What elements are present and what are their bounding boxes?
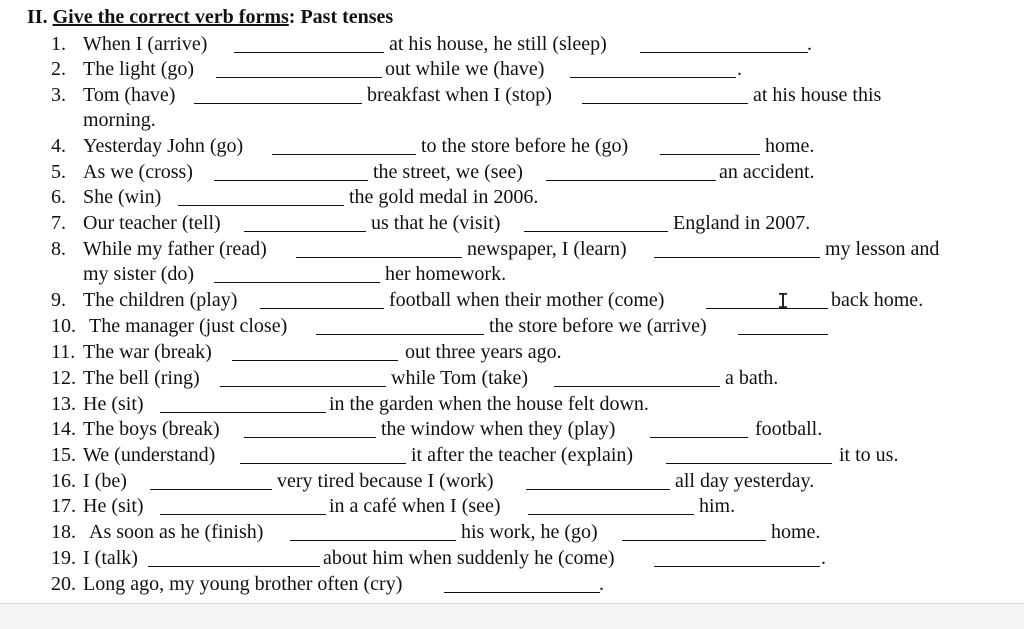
answer-blank[interactable] bbox=[640, 36, 808, 53]
item-number: 16. bbox=[51, 470, 76, 492]
item-text: As soon as he (finish) bbox=[89, 521, 264, 543]
page-footer-band bbox=[0, 604, 1024, 629]
item-number: 3. bbox=[51, 84, 66, 106]
exercise-item-8-cont bbox=[83, 262, 507, 287]
exercise-item-5 bbox=[51, 160, 815, 185]
exercise-item-17 bbox=[51, 494, 736, 519]
item-text: Tom (have) bbox=[83, 84, 176, 106]
item-text: all day yesterday. bbox=[675, 470, 815, 492]
item-text: She (win) bbox=[83, 186, 162, 208]
item-text: him. bbox=[699, 495, 736, 517]
item-text: . bbox=[599, 573, 604, 595]
item-text: at his house this bbox=[753, 84, 882, 106]
section-numeral: II. bbox=[27, 6, 48, 28]
item-text: an accident. bbox=[719, 161, 815, 183]
item-text: his work, he (go) bbox=[461, 521, 598, 543]
exercise-item-18 bbox=[51, 520, 821, 545]
answer-blank[interactable] bbox=[290, 524, 456, 541]
item-text: The light (go) bbox=[83, 58, 195, 80]
item-text: England in 2007. bbox=[673, 212, 811, 234]
answer-blank[interactable] bbox=[244, 215, 366, 232]
item-text: The children (play) bbox=[83, 289, 238, 311]
item-number: 10. bbox=[51, 315, 76, 337]
item-number: 15. bbox=[51, 444, 76, 466]
item-text: us that he (visit) bbox=[371, 212, 501, 234]
item-text: Yesterday John (go) bbox=[83, 135, 244, 157]
item-text: my lesson and bbox=[825, 238, 940, 260]
answer-blank[interactable] bbox=[232, 344, 398, 361]
item-text: home. bbox=[771, 521, 821, 543]
item-number: 11. bbox=[51, 341, 76, 363]
item-number: 1. bbox=[51, 33, 66, 55]
exercise-item-11 bbox=[51, 340, 562, 365]
item-text: football when their mother (come) bbox=[389, 289, 665, 311]
item-number: 5. bbox=[51, 161, 66, 183]
item-number: 13. bbox=[51, 393, 76, 415]
answer-blank[interactable] bbox=[178, 189, 344, 206]
exercise-item-4 bbox=[51, 134, 815, 159]
answer-blank[interactable] bbox=[660, 138, 760, 155]
item-number: 20. bbox=[51, 573, 76, 595]
item-text: Our teacher (tell) bbox=[83, 212, 221, 234]
answer-blank[interactable] bbox=[570, 61, 736, 78]
answer-blank[interactable] bbox=[524, 215, 668, 232]
item-text: I (talk) bbox=[83, 547, 138, 569]
answer-blank[interactable] bbox=[622, 524, 766, 541]
item-number: 14. bbox=[51, 418, 76, 440]
item-number: 4. bbox=[51, 135, 66, 157]
exercise-item-6 bbox=[51, 185, 539, 210]
exercise-item-8 bbox=[51, 237, 940, 262]
answer-blank[interactable] bbox=[260, 292, 384, 309]
item-text: in a café when I (see) bbox=[329, 495, 501, 517]
answer-blank[interactable] bbox=[214, 164, 368, 181]
item-number: 18. bbox=[51, 521, 76, 543]
answer-blank[interactable] bbox=[194, 87, 362, 104]
exercise-item-19 bbox=[51, 546, 826, 571]
item-text: The bell (ring) bbox=[83, 367, 200, 389]
answer-blank[interactable] bbox=[546, 164, 716, 181]
answer-blank[interactable] bbox=[220, 370, 386, 387]
exercise-item-1 bbox=[51, 32, 812, 57]
item-text: a bath. bbox=[725, 367, 779, 389]
exercise-item-2 bbox=[51, 57, 742, 82]
item-text: As we (cross) bbox=[83, 161, 193, 183]
exercise-item-14 bbox=[51, 417, 823, 442]
exercise-item-3-cont bbox=[83, 108, 156, 133]
answer-blank[interactable] bbox=[160, 498, 326, 515]
answer-blank[interactable] bbox=[148, 550, 320, 567]
item-text: football. bbox=[755, 418, 823, 440]
answer-blank[interactable] bbox=[214, 266, 380, 283]
item-text: in the garden when the house felt down. bbox=[329, 393, 649, 415]
exercise-item-10 bbox=[51, 314, 707, 339]
section-heading bbox=[27, 6, 393, 29]
text-cursor-icon: I bbox=[777, 289, 790, 313]
item-text: morning. bbox=[83, 109, 156, 131]
item-text: He (sit) bbox=[83, 393, 144, 415]
item-text: The boys (break) bbox=[83, 418, 220, 440]
section-title: Give the correct verb forms bbox=[52, 6, 289, 28]
item-number: 8. bbox=[51, 238, 66, 260]
answer-blank[interactable] bbox=[654, 550, 820, 567]
item-number: 6. bbox=[51, 186, 66, 208]
item-text: home. bbox=[765, 135, 815, 157]
answer-blank[interactable] bbox=[150, 473, 272, 490]
item-text: very tired because I (work) bbox=[277, 470, 494, 492]
answer-blank[interactable] bbox=[650, 421, 748, 438]
item-number: 12. bbox=[51, 367, 76, 389]
answer-blank[interactable] bbox=[654, 241, 820, 258]
answer-blank[interactable] bbox=[234, 36, 384, 53]
item-text: . bbox=[821, 547, 826, 569]
item-text: newspaper, I (learn) bbox=[467, 238, 627, 260]
item-number: 17. bbox=[51, 495, 76, 517]
item-text: her homework. bbox=[385, 263, 507, 285]
answer-blank[interactable] bbox=[316, 318, 484, 335]
item-text: While my father (read) bbox=[83, 238, 267, 260]
item-text: breakfast when I (stop) bbox=[367, 84, 552, 106]
item-text: Long ago, my young brother often (cry) bbox=[83, 573, 403, 595]
exercise-item-9 bbox=[51, 288, 924, 313]
item-text: When I (arrive) bbox=[83, 33, 208, 55]
item-text: out while we (have) bbox=[385, 58, 545, 80]
answer-blank[interactable] bbox=[160, 396, 326, 413]
item-text: back home. bbox=[831, 289, 924, 311]
item-number: 9. bbox=[51, 289, 66, 311]
exercise-item-15 bbox=[51, 443, 899, 468]
item-text: at his house, he still (sleep) bbox=[389, 33, 607, 55]
item-number: 2. bbox=[51, 58, 66, 80]
answer-blank[interactable] bbox=[526, 473, 670, 490]
exercise-item-7 bbox=[51, 211, 811, 236]
item-text: my sister (do) bbox=[83, 263, 195, 285]
answer-blank[interactable] bbox=[554, 370, 720, 387]
item-text: it after the teacher (explain) bbox=[411, 444, 634, 466]
exercise-item-3 bbox=[51, 83, 882, 108]
item-text: . bbox=[807, 33, 812, 55]
item-text: The manager (just close) bbox=[89, 315, 288, 337]
item-text: to the store before he (go) bbox=[421, 135, 629, 157]
item-text: about him when suddenly he (come) bbox=[323, 547, 615, 569]
item-text: the street, we (see) bbox=[373, 161, 523, 183]
answer-blank[interactable] bbox=[272, 138, 416, 155]
answer-blank[interactable] bbox=[216, 61, 382, 78]
item-text: . bbox=[737, 58, 742, 80]
item-text: out three years ago. bbox=[405, 341, 562, 363]
item-text: The war (break) bbox=[83, 341, 212, 363]
item-text: I (be) bbox=[83, 470, 127, 492]
answer-blank[interactable] bbox=[582, 87, 748, 104]
answer-blank[interactable] bbox=[240, 447, 406, 464]
exercise-item-20 bbox=[51, 572, 604, 597]
item-text: He (sit) bbox=[83, 495, 144, 517]
answer-blank[interactable] bbox=[666, 447, 832, 464]
item-number: 19. bbox=[51, 547, 76, 569]
item-text: the store before we (arrive) bbox=[489, 315, 707, 337]
section-subtitle: : Past tenses bbox=[288, 6, 394, 28]
exercise-item-16 bbox=[51, 469, 815, 494]
exercise-item-13 bbox=[51, 392, 649, 417]
answer-blank[interactable] bbox=[706, 292, 828, 309]
item-text: We (understand) bbox=[83, 444, 216, 466]
answer-blank[interactable] bbox=[528, 498, 694, 515]
item-number: 7. bbox=[51, 212, 66, 234]
exercise-item-12 bbox=[51, 366, 779, 391]
item-text: the window when they (play) bbox=[381, 418, 616, 440]
item-text: while Tom (take) bbox=[391, 367, 529, 389]
answer-blank[interactable] bbox=[244, 421, 376, 438]
item-text: the gold medal in 2006. bbox=[349, 186, 539, 208]
answer-blank[interactable] bbox=[738, 318, 828, 335]
answer-blank[interactable] bbox=[444, 576, 600, 593]
item-text: it to us. bbox=[839, 444, 899, 466]
answer-blank[interactable] bbox=[296, 241, 462, 258]
